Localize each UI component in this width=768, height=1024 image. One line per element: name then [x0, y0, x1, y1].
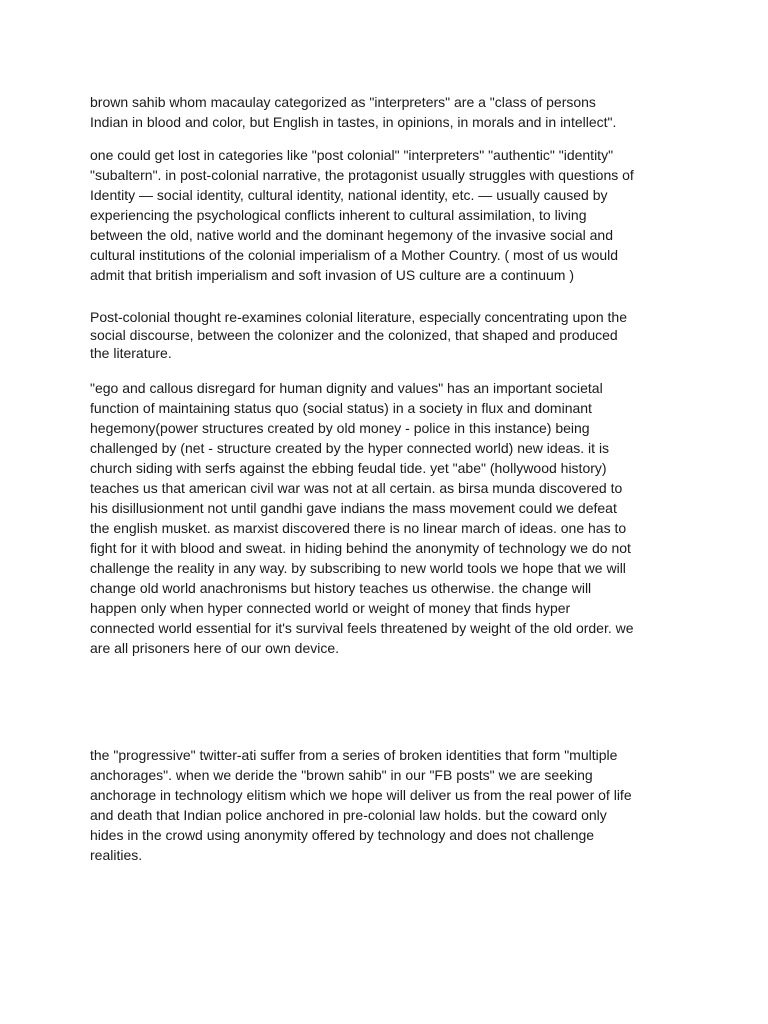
- text-line: hegemony(power structures created by old money - police in this instance) being: [90, 420, 590, 436]
- paragraph-2: [90, 145, 634, 285]
- text-line: challenged by (net - structure created by the hyper connected world) new ideas. it is: [90, 440, 610, 456]
- text-line: the literature.: [90, 345, 172, 361]
- text-line: experiencing the psychological conflicts inherent to cultural assimilation, to living: [90, 207, 587, 223]
- text-line: "ego and callous disregard for human dignity and values" has an important societal: [90, 380, 603, 396]
- text-line: one could get lost in categories like "post colonial" "interpreters" "authentic" "identity": [90, 147, 614, 163]
- text-line: the "progressive" twitter-ati suffer from a series of broken identities that form "multiple: [90, 747, 618, 763]
- paragraph-4: [90, 378, 634, 658]
- text-line: brown sahib whom macaulay categorized as "interpreters" are a "class of persons: [90, 94, 596, 110]
- text-line: admit that british imperialism and soft invasion of US culture are a continuum ): [90, 267, 574, 283]
- text-line: teaches us that american civil war was not at all certain. as birsa munda discovered to: [90, 480, 623, 496]
- text-line: realities.: [90, 847, 143, 863]
- text-line: are all prisoners here of our own device.: [90, 640, 340, 656]
- text-line: anchorage in technology elitism which we hope will deliver us from the real power of life: [90, 787, 632, 803]
- text-line: the english musket. as marxist discovered there is no linear march of ideas. one has to: [90, 520, 627, 536]
- text-line: and death that Indian police anchored in pre-colonial law holds. but the coward only: [90, 807, 607, 823]
- text-line: happen only when hyper connected world or weight of money that finds hyper: [90, 600, 571, 616]
- text-line: anchorages". when we deride the "brown sahib" in our "FB posts" we are seeking: [90, 767, 593, 783]
- text-line: between the old, native world and the dominant hegemony of the invasive social and: [90, 227, 614, 243]
- paragraph-3: [90, 308, 627, 362]
- text-line: "subaltern". in post-colonial narrative, the protagonist usually struggles with questions of: [90, 167, 634, 183]
- text-line: connected world essential for it's survival feels threatened by weight of the old order. we: [90, 620, 634, 636]
- text-line: Indian in blood and color, but English in tastes, in opinions, in morals and in intellect".: [90, 114, 617, 130]
- text-line: Identity — social identity, cultural identity, national identity, etc. — usually caused by: [90, 187, 608, 203]
- text-line: cultural institutions of the colonial imperialism of a Mother Country. ( most of us would: [90, 247, 619, 263]
- text-line: social discourse, between the colonizer and the colonized, that shaped and produced: [90, 327, 618, 343]
- paragraph-1: [90, 92, 616, 132]
- text-line: his disillusionment not until gandhi gave indians the mass movement could we defeat: [90, 500, 617, 516]
- text-line: function of maintaining status quo (social status) in a society in flux and dominant: [90, 400, 592, 416]
- text-line: change old world anachronisms but history teaches us otherwise. the change will: [90, 580, 592, 596]
- text-line: Post-colonial thought re-examines colonial literature, especially concentrating upon the: [90, 309, 627, 325]
- text-line: challenge the reality in any way. by subscribing to new world tools we hope that we will: [90, 560, 626, 576]
- text-line: church siding with serfs against the ebbing feudal tide. yet "abe" (hollywood history): [90, 460, 607, 476]
- text-line: fight for it with blood and sweat. in hiding behind the anonymity of technology we do not: [90, 540, 631, 556]
- paragraph-5: [90, 745, 632, 865]
- text-line: hides in the crowd using anonymity offered by technology and does not challenge: [90, 827, 595, 843]
